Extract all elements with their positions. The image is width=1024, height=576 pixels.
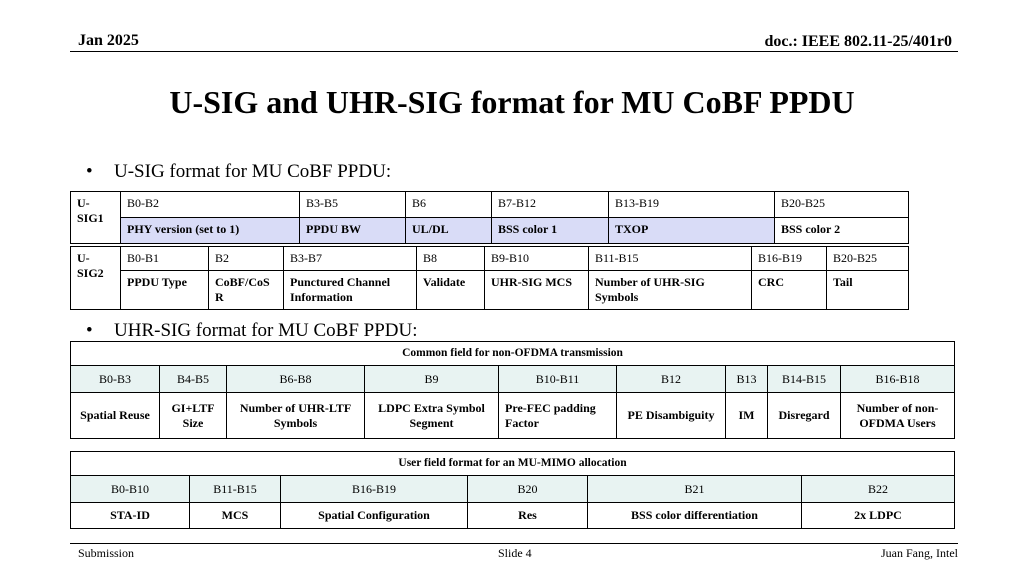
user-field-table bbox=[70, 451, 955, 529]
common-bit: B10-B11 bbox=[499, 366, 617, 393]
usig2-label: U-SIG2 bbox=[71, 247, 121, 310]
usig1-bit: B6 bbox=[406, 192, 492, 218]
user-field: MCS bbox=[190, 503, 281, 529]
common-field-table bbox=[70, 341, 955, 439]
usig2-bit: B8 bbox=[417, 247, 485, 271]
common-field: Number of non-OFDMA Users bbox=[841, 393, 955, 439]
usig2-bit: B16-B19 bbox=[752, 247, 827, 271]
header-doc-id: doc.: IEEE 802.11-25/401r0 bbox=[764, 33, 952, 50]
common-bit: B4-B5 bbox=[160, 366, 227, 393]
footer-submission: Submission bbox=[78, 546, 135, 560]
bullet-dot: • bbox=[86, 320, 93, 341]
usig2-bit: B3-B7 bbox=[284, 247, 417, 271]
common-bit: B6-B8 bbox=[227, 366, 365, 393]
user-field: Spatial Configuration bbox=[281, 503, 468, 529]
user-bit: B11-B15 bbox=[190, 476, 281, 503]
user-field: STA-ID bbox=[71, 503, 190, 529]
usig1-bit: B3-B5 bbox=[300, 192, 406, 218]
usig1-bit: B13-B19 bbox=[609, 192, 775, 218]
usig2-bit: B2 bbox=[209, 247, 284, 271]
footer-slide-number: Slide 4 bbox=[498, 546, 532, 560]
common-field: PE Disambiguity bbox=[617, 393, 726, 439]
usig2-field: CoBF/CoSR bbox=[209, 271, 284, 310]
usig2-bit: B9-B10 bbox=[485, 247, 589, 271]
usig1-bit: B20-B25 bbox=[775, 192, 909, 218]
bullet-uhrsig-text: UHR-SIG format for MU CoBF PPDU: bbox=[114, 320, 418, 341]
user-bit: B20 bbox=[468, 476, 588, 503]
common-bit: B9 bbox=[365, 366, 499, 393]
usig2-table bbox=[70, 246, 909, 310]
user-field: BSS color differentiation bbox=[588, 503, 802, 529]
usig1-bit: B0-B2 bbox=[121, 192, 300, 218]
user-bit: B22 bbox=[802, 476, 955, 503]
usig2-field: PPDU Type bbox=[121, 271, 209, 310]
user-bit: B21 bbox=[588, 476, 802, 503]
usig2-field: Tail bbox=[827, 271, 909, 310]
common-field: GI+LTF Size bbox=[160, 393, 227, 439]
common-field: Disregard bbox=[768, 393, 841, 439]
common-field: Spatial Reuse bbox=[71, 393, 160, 439]
common-bit: B12 bbox=[617, 366, 726, 393]
footer-author: Juan Fang, Intel bbox=[881, 546, 958, 560]
bullet-uhrsig bbox=[86, 320, 418, 342]
common-bit: B0-B3 bbox=[71, 366, 160, 393]
usig2-field: CRC bbox=[752, 271, 827, 310]
usig1-field: BSS color 1 bbox=[492, 218, 609, 244]
usig1-field: TXOP bbox=[609, 218, 775, 244]
usig2-field: Punctured Channel Information bbox=[284, 271, 417, 310]
usig2-field: UHR-SIG MCS bbox=[485, 271, 589, 310]
common-field-caption: Common field for non-OFDMA transmission bbox=[71, 342, 955, 366]
usig2-bit: B0-B1 bbox=[121, 247, 209, 271]
user-bit: B16-B19 bbox=[281, 476, 468, 503]
common-field: Pre-FEC padding Factor bbox=[499, 393, 617, 439]
usig2-field: Number of UHR-SIG Symbols bbox=[589, 271, 752, 310]
usig1-bit: B7-B12 bbox=[492, 192, 609, 218]
usig1-table bbox=[70, 191, 909, 244]
common-bit: B14-B15 bbox=[768, 366, 841, 393]
common-field: Number of UHR-LTF Symbols bbox=[227, 393, 365, 439]
user-field: Res bbox=[468, 503, 588, 529]
common-field: IM bbox=[726, 393, 768, 439]
common-bit: B13 bbox=[726, 366, 768, 393]
user-field: 2x LDPC bbox=[802, 503, 955, 529]
header-divider bbox=[70, 51, 958, 52]
common-field: LDPC Extra Symbol Segment bbox=[365, 393, 499, 439]
usig1-label: U-SIG1 bbox=[71, 192, 121, 244]
usig2-bit: B20-B25 bbox=[827, 247, 909, 271]
bullet-usig bbox=[86, 161, 391, 183]
user-bit: B0-B10 bbox=[71, 476, 190, 503]
usig1-field: PPDU BW bbox=[300, 218, 406, 244]
user-field-caption: User field format for an MU-MIMO allocation bbox=[71, 452, 955, 476]
usig1-field: UL/DL bbox=[406, 218, 492, 244]
usig2-bit: B11-B15 bbox=[589, 247, 752, 271]
bullet-dot: • bbox=[86, 161, 93, 182]
footer-divider bbox=[70, 543, 958, 544]
usig1-field: BSS color 2 bbox=[775, 218, 909, 244]
header-date: Jan 2025 bbox=[78, 32, 139, 49]
bullet-usig-text: U-SIG format for MU CoBF PPDU: bbox=[114, 161, 392, 182]
usig1-field: PHY version (set to 1) bbox=[121, 218, 300, 244]
usig2-field: Validate bbox=[417, 271, 485, 310]
common-bit: B16-B18 bbox=[841, 366, 955, 393]
slide-title: U-SIG and UHR-SIG format for MU CoBF PPDU bbox=[169, 84, 855, 120]
